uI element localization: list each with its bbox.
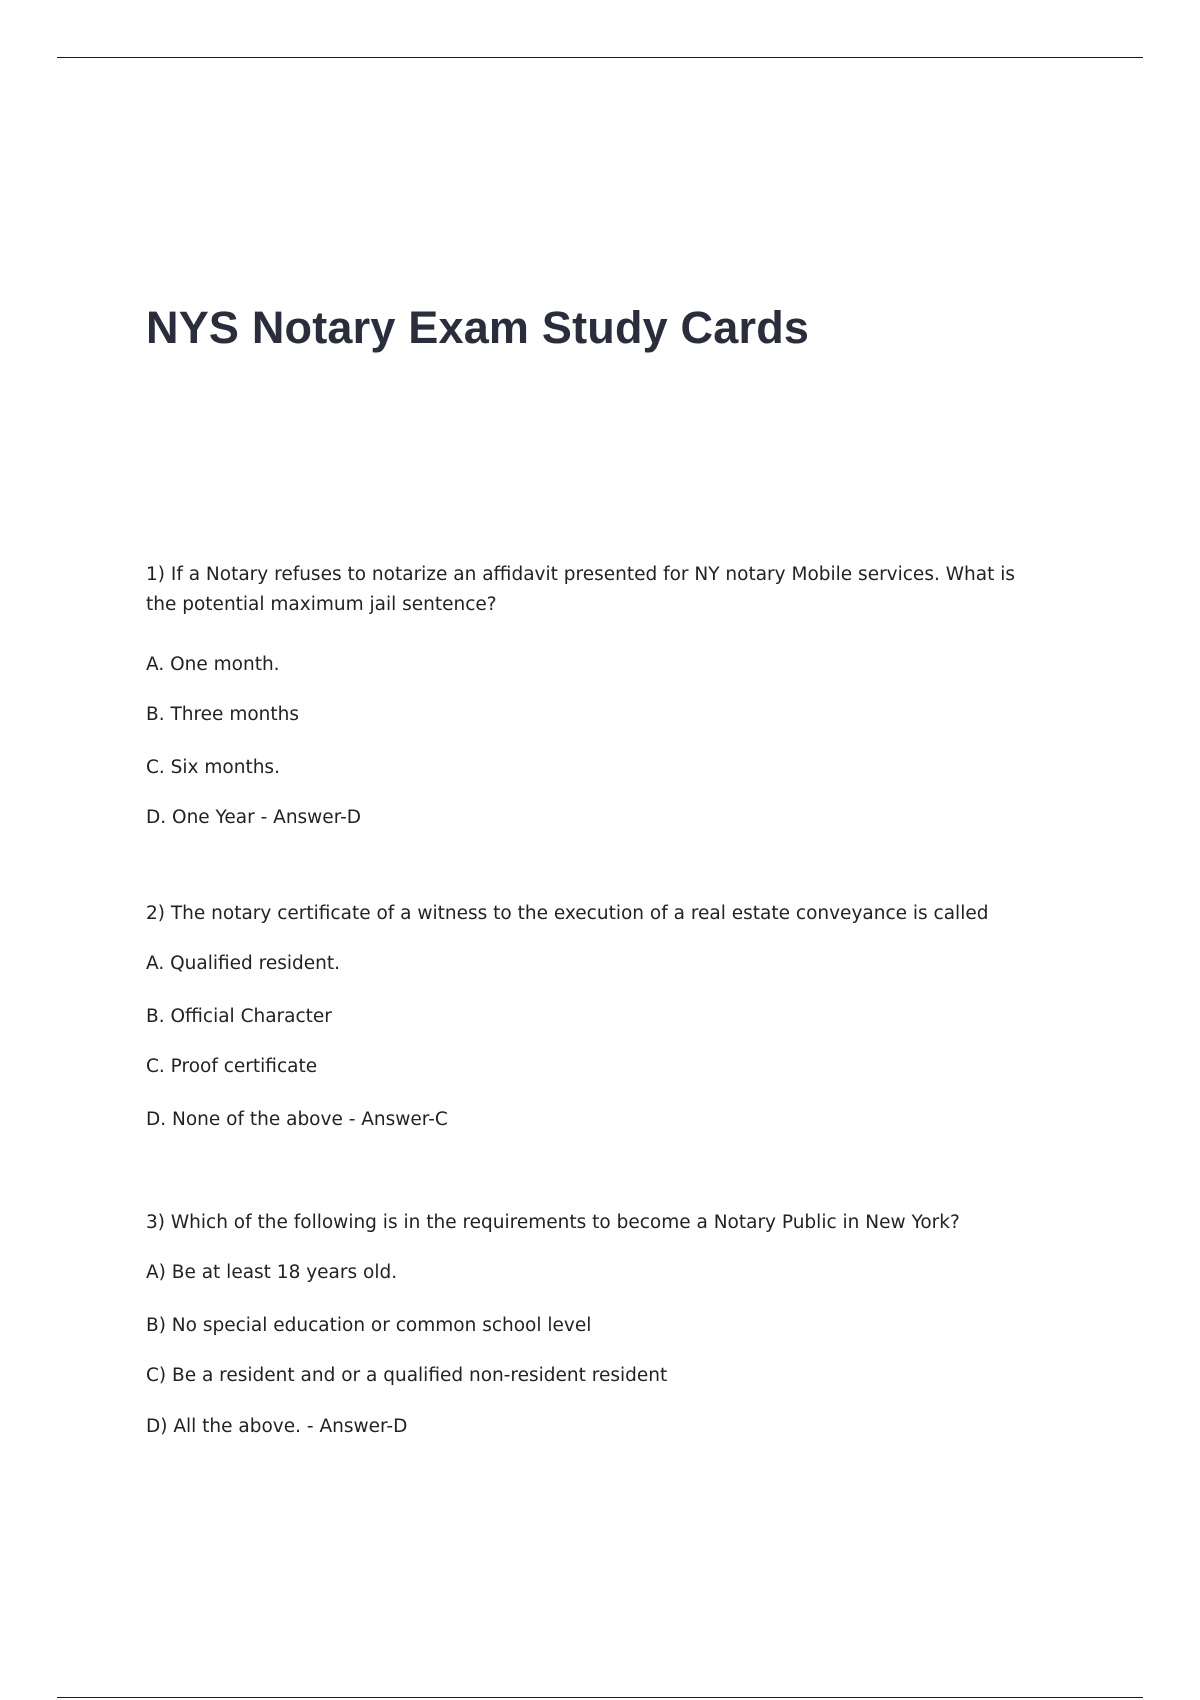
answer-option: C. Proof certificate bbox=[146, 1056, 318, 1077]
answer-option: B. Official Character bbox=[146, 1006, 332, 1027]
answer-option: A. One month. bbox=[146, 654, 280, 675]
question-text: 1) If a Notary refuses to notarize an affidavit presented for NY notary Mobile services. What is the potential maximum jail sentence? bbox=[146, 564, 1015, 615]
answer-option: A) Be at least 18 years old. bbox=[146, 1262, 398, 1283]
question-card-3 bbox=[146, 1208, 1046, 1437]
answer-option: A. Qualified resident. bbox=[146, 953, 340, 974]
question-card-1 bbox=[146, 560, 1046, 828]
answer-option: C) Be a resident and or a qualified non-resident resident bbox=[146, 1365, 668, 1386]
bottom-divider bbox=[57, 1697, 1143, 1698]
answer-option: D. One Year - Answer-D bbox=[146, 807, 362, 828]
question-card-2 bbox=[146, 899, 1046, 1130]
answer-option: B) No special education or common school level bbox=[146, 1315, 592, 1336]
answer-option: B. Three months bbox=[146, 704, 300, 725]
document-title: NYS Notary Exam Study Cards bbox=[146, 302, 810, 353]
answer-option: D) All the above. - Answer-D bbox=[146, 1416, 408, 1437]
question-text: 2) The notary certificate of a witness to the execution of a real estate conveyance is called bbox=[146, 903, 989, 924]
top-divider bbox=[57, 57, 1143, 58]
answer-option: C. Six months. bbox=[146, 757, 280, 778]
question-text: 3) Which of the following is in the requirements to become a Notary Public in New York? bbox=[146, 1212, 960, 1233]
answer-option: D. None of the above - Answer-C bbox=[146, 1109, 448, 1130]
